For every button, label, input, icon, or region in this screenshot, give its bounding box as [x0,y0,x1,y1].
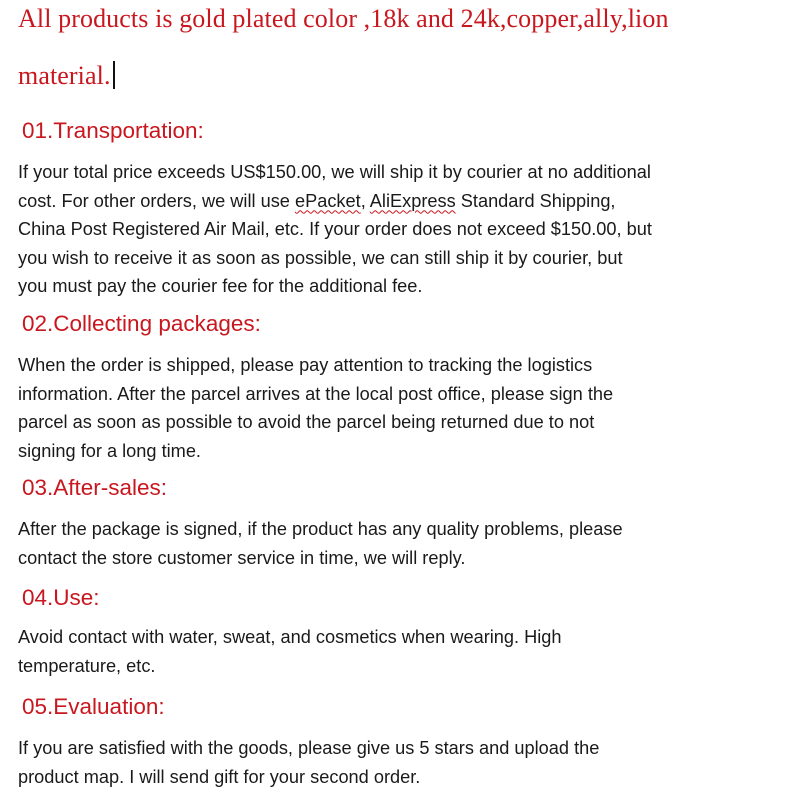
text-cursor [113,61,115,89]
body-line: signing for a long time. [18,440,201,461]
body-line-text: Standard Shipping, [455,190,616,211]
body-line: you must pay the courier fee for the additional fee. [18,276,423,296]
section-body-evaluation [18,734,788,791]
section-body-transportation [18,158,788,301]
headline-line-2[interactable] [18,61,115,91]
section-body-collecting-packages [18,351,788,465]
body-line: When the order is shipped, please pay attention to tracking the logistics [18,355,593,375]
epacket-term: ePacket [294,190,361,211]
body-line-text: cost. For other orders, we will use [18,190,290,211]
separator: , [360,190,370,211]
body-line: After the package is signed, if the product has any quality problems, please [18,519,623,539]
body-line [18,187,788,216]
section-heading-evaluation: 05.Evaluation: [22,694,165,719]
body-line: parcel as soon as possible to avoid the parcel being returned due to not [18,412,595,432]
section-body-after-sales [18,515,788,572]
body-line: temperature, etc. [18,655,156,676]
section-heading-collecting-packages: 02.Collecting packages: [22,311,261,336]
section-heading-transportation: 01.Transportation: [22,118,204,143]
section-body-use [18,623,788,680]
body-line: If you are satisfied with the goods, please give us 5 stars and upload the [18,738,600,758]
body-line: you wish to receive it as soon as possible, we can still ship it by courier, but [18,247,623,268]
body-line: China Post Registered Air Mail, etc. If your order does not exceed $150.00, but [18,219,652,239]
headline-line-2-text: material. [18,61,111,90]
body-line: Avoid contact with water, sweat, and cosmetics when wearing. High [18,627,562,647]
body-line: contact the store customer service in time, we will reply. [18,547,466,568]
aliexpress-term: AliExpress [369,190,456,211]
headline-line-1: All products is gold plated color ,18k and 24k,copper,ally,lion [18,4,669,33]
body-line: product map. I will send gift for your second order. [18,766,421,787]
section-heading-use: 04.Use: [22,585,100,610]
body-line: If your total price exceeds US$150.00, we will ship it by courier at no additional [18,162,651,182]
body-line: information. After the parcel arrives at the local post office, please sign the [18,383,614,404]
section-heading-after-sales: 03.After-sales: [22,475,168,500]
